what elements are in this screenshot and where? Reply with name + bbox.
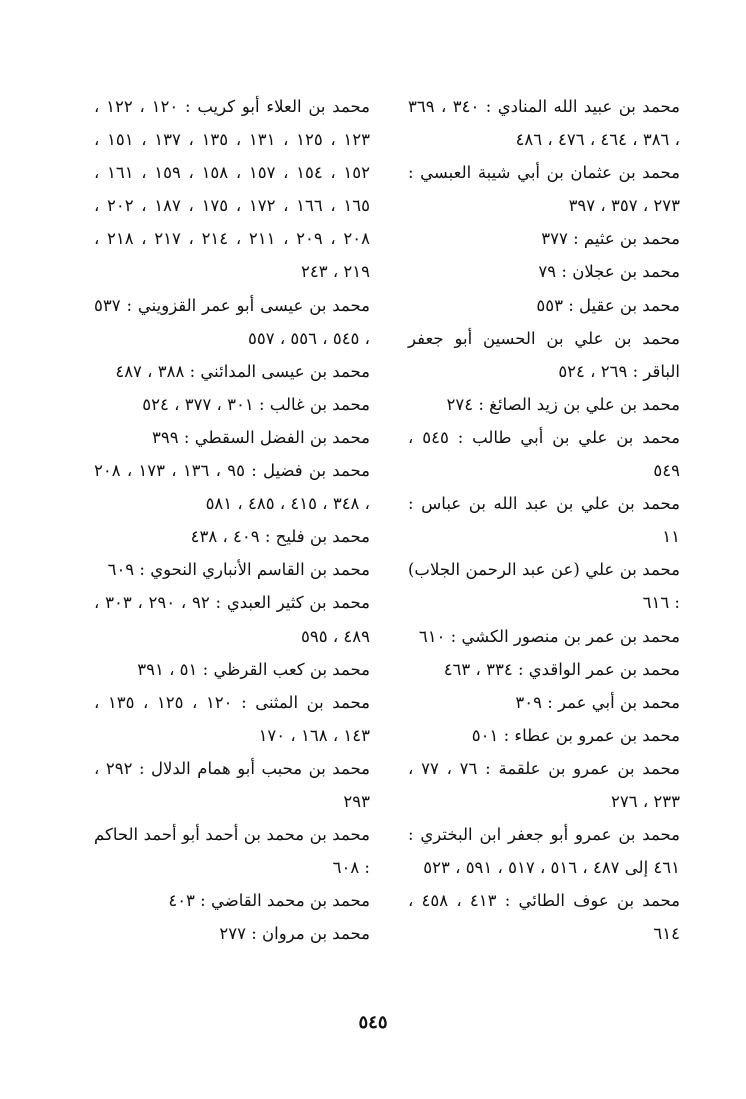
index-entry: محمد بن فضيل : ٩٥ ، ١٣٦ ، ١٧٣ ، ٢٠٨ ، ٣٤٨ ، ٤١٥ ، ٤٨٥ ، ٥٨١ — [94, 461, 370, 514]
index-entry: محمد بن الفضل السقطي : ٣٩٩ — [152, 427, 370, 447]
index-entry: محمد بن عثيم : ٣٧٧ — [541, 229, 680, 249]
index-column-right — [408, 90, 680, 950]
index-entry: محمد بن عوف الطائي : ٤١٣ ، ٤٥٨ ، ٦١٤ — [408, 891, 680, 944]
index-entry: محمد بن مروان : ٢٧٧ — [219, 924, 370, 944]
index-entry: محمد بن كعب القرظي : ٥١ ، ٣٩١ — [137, 659, 370, 679]
index-entry: محمد بن عمر بن منصور الكشي : ٦١٠ — [418, 626, 680, 646]
index-entry: محمد بن علي بن عبد الله بن عباس : ١١ — [408, 494, 680, 547]
index-entry: محمد بن القاسم الأنباري النحوي : ٦٠٩ — [107, 560, 370, 580]
index-entry: محمد بن العلاء أبو كريب : ١٢٠ ، ١٢٢ ، ١٢٣ ، ١٢٥ ، ١٣١ ، ١٣٥ ، ١٣٧ ، ١٥١ ، ١٥٢ ، ١٥٤ ، ١٥٧ ، ١٥٨ ، ١٥٩ ، ١٦١ ، ١٦٥ ، ١٦٦ ، ١٧٢ ، ١٧٥ ، ١٨٧ ، ٢٠٢ ، ٢٠٨ ، ٢٠٩ ، ٢١١ ، ٢١٤ ، ٢١٧ ، ٢١٨ ، ٢١٩ ، ٢٤٣ — [94, 97, 370, 282]
index-entry: محمد بن عمرو أبو جعفر ابن البختري : ٤٦١ إلى ٤٨٧ ، ٥١٦ ، ٥١٧ ، ٥٩١ ، ٥٢٣ — [408, 825, 680, 878]
index-entry: محمد بن كثير العبدي : ٩٢ ، ٢٩٠ ، ٣٠٣ ، ٤٨٩ ، ٥٩٥ — [94, 593, 370, 646]
index-entry: محمد بن عيسى أبو عمر القزويني : ٥٣٧ ، ٥٤٥ ، ٥٥٦ ، ٥٥٧ — [94, 295, 370, 348]
index-entry: محمد بن عقيل : ٥٥٣ — [536, 295, 680, 315]
index-entry: محمد بن عجلان : ٧٩ — [538, 262, 680, 282]
index-entry: محمد بن عيسى المدائني : ٣٨٨ ، ٤٨٧ — [115, 361, 370, 381]
index-entry: محمد بن محمد بن أحمد أبو أحمد الحاكم : ٦٠٨ — [94, 825, 370, 878]
index-entry: محمد بن عمرو بن عطاء : ٥٠١ — [471, 725, 680, 745]
index-entry: محمد بن علي (عن عبد الرحمن الجلاب) : ٦١٦ — [408, 560, 680, 613]
index-entry: محمد بن غالب : ٣٠١ ، ٣٧٧ ، ٥٢٤ — [142, 394, 370, 414]
index-entry: محمد بن محمد القاضي : ٤٠٣ — [168, 891, 370, 911]
index-column-left — [94, 90, 370, 950]
index-entry: محمد بن عمر الواقدي : ٣٣٤ ، ٤٦٣ — [443, 659, 680, 679]
index-entry: محمد بن عثمان بن أبي شيبة العبسي : ٢٧٣ ، ٣٥٧ ، ٣٩٧ — [408, 163, 680, 216]
page-number: ٥٤٥ — [358, 1012, 388, 1033]
index-entry: محمد بن عبيد الله المنادي : ٣٤٠ ، ٣٦٩ ، ٣٨٦ ، ٤٦٤ ، ٤٧٦ ، ٤٨٦ — [408, 97, 680, 150]
index-entry: محمد بن علي بن أبي طالب : ٥٤٥ ، ٥٤٩ — [408, 427, 680, 481]
index-entry: محمد بن فليح : ٤٠٩ ، ٤٣٨ — [190, 527, 370, 547]
index-entry: محمد بن عمرو بن علقمة : ٧٦ ، ٧٧ ، ٢٣٣ ، ٢٧٦ — [408, 758, 680, 811]
index-entry: محمد بن المثنى : ١٢٠ ، ١٢٥ ، ١٣٥ ، ١٤٣ ، ١٦٨ ، ١٧٠ — [94, 692, 370, 745]
index-entry: محمد بن علي بن الحسين أبو جعفر الباقر : ٢٦٩ ، ٥٢٤ — [408, 328, 680, 381]
index-entry: محمد بن محبب أبو همام الدلال : ٢٩٢ ، ٢٩٣ — [94, 758, 370, 811]
index-entry: محمد بن أبي عمر : ٣٠٩ — [515, 692, 680, 712]
index-entry: محمد بن علي بن زيد الصائغ : ٢٧٤ — [446, 394, 680, 414]
